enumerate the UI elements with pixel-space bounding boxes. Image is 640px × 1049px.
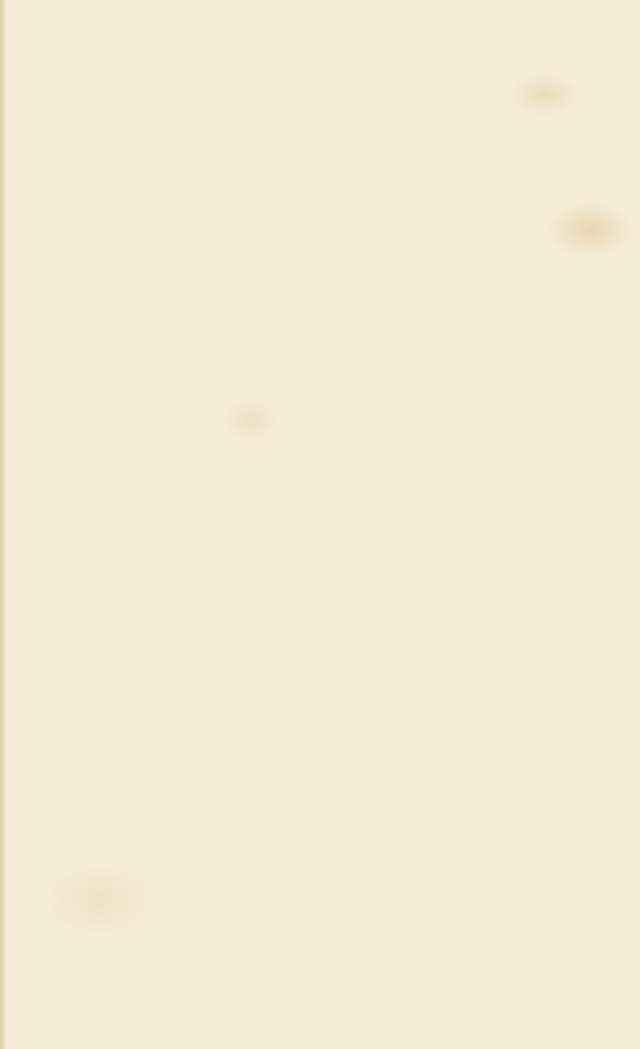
hymn-text xyxy=(35,90,625,115)
page-gutter xyxy=(0,0,6,1049)
